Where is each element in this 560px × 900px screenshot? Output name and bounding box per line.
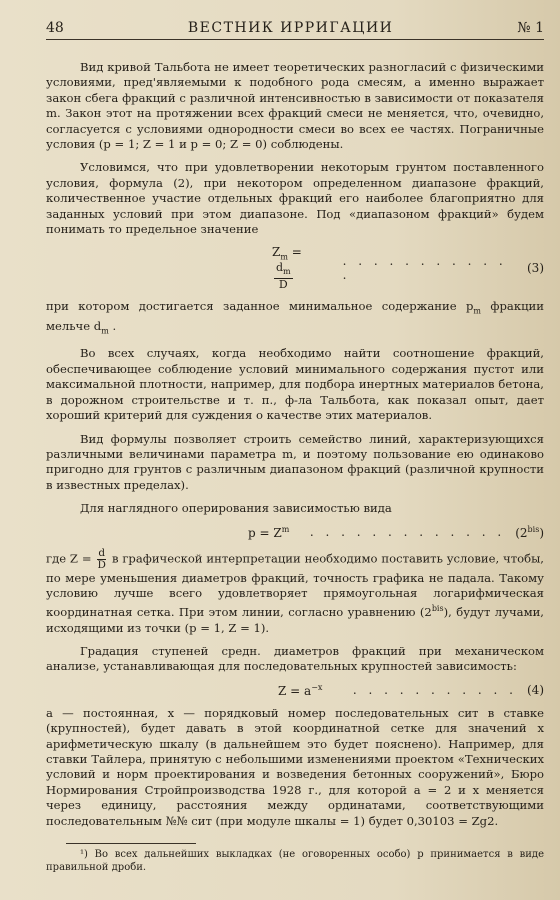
footnote-marker: ¹) — [80, 849, 88, 861]
formula-4 — [46, 683, 544, 698]
formula-3-label: (3) — [527, 261, 544, 276]
formula-2bis-expression: $p = Z^m$ — [248, 524, 290, 540]
formula-3-leader-dots: . . . . . . . . . . . . — [342, 254, 507, 283]
paragraph-gradation: Градация ступеней средн. диаметров фракций при механическом анализе, устанавливающая для последовательных крупностей зависимость: — [46, 644, 544, 674]
page-number: 48 — [46, 20, 64, 36]
paragraph-conditions: Условимся, что при удовлетворении некоторым грунтом поставленного условия, формула (2), при некотором определенном диапазоне фракций, количественное участие отдельных фракций его наиболее благоприятно для заданных условий при этом диапазоне. Под «диапазоном фракций» будем понимать то предельное значение — [46, 160, 544, 237]
formula-3-fraction: $\frac{d_m}{D}$ — [276, 260, 291, 292]
formula-2bis-label: $(2^{bis})$ — [515, 524, 544, 540]
formula-3 — [46, 245, 544, 291]
formula-4-expression: $Z = a^{-x}$ — [278, 682, 323, 698]
paragraph-formula-family: Вид формулы позволяет строить семейство линий, характеризующихся различными величинами параметра m, и поэтому пользование ею одинаково пригодно для грунтов с различным диапазоном фракций (различной крупности в известных пределах). — [46, 431, 544, 492]
formula-4-label: (4) — [527, 683, 544, 698]
journal-title: ВЕСТНИК ИРРИГАЦИИ — [187, 20, 394, 36]
paragraph-sieve-scale: a — постоянная, x — порядковый номер последовательных сит в ставке (крупностей), будет давать в этой координатной сетке для значений x арифметическую шкалу (в дальнейшем это будет пояснено). Например, для ставки Тайлера, принятую с небольшими изменениями проектом «Технических условий и норм проектирования и возведения бетонных сооружений», Бюро Нормирования Стройпроизводства 1928 г., для которой a = 2 и x меняется через единицу, расстояния между ординатами, соответствующими последовательным №№ сит (при модуле шкалы = 1) будет 0,30103 = Zg2. — [46, 705, 544, 828]
page-header — [46, 20, 544, 40]
paragraph-min-content: при котором достигается заданное минимальное содержание $p_m$ фракции мельче $d_m$ . — [46, 299, 544, 336]
formula-3-expression: $Z_m$ = $\frac{d_m}{D}$ — [272, 245, 302, 292]
formula-4-leader-dots: . . . . . . . . . . . — [352, 683, 517, 698]
paragraph-talbot-curve: Вид кривой Тальбота не имеет теоретических разногласий с физическими условиями, пред'являемыми к подобного рода смесям, а именно выражает закон сбега фракций с различной интенсивностью в зависимости от показателя m. Закон этот на протяжении всех фракций смеси не меняется, что, очевидно, согласуется с условиями однородности смеси во всех ее частях. Пограничные условия (p = 1; Z = 1 и p = 0; Z = 0) соблюдены. — [46, 60, 544, 152]
formula-2bis-leader-dots: . . . . . . . . . . . . . — [309, 525, 506, 540]
inline-fraction-d-over-D: $\frac{d}{D}$ — [97, 546, 106, 571]
paragraph-log-grid: где Z = $\frac{d}{D}$ в графической интерпретации необходимо поставить условие, чтобы, по мере уменьшения диаметров фракций, точность графика не падала. Такому условию лучше всего удовлетворяет прямоугольная логарифмическая координатная сетка. При этом линии, согласно уравнению $(2^{bis})$, будут лучами, исходящими из точки (p = 1, Z = 1). — [46, 546, 544, 635]
formula-2bis — [46, 525, 544, 540]
footnote-text: Во всех дальнейших выкладках (не оговоренных особо) p принимается в виде правильной дроби. — [46, 849, 544, 874]
paragraph-visual-operation: Для наглядного оперирования зависимостью вида — [80, 501, 392, 516]
footnote — [46, 848, 544, 874]
footnote-divider — [66, 843, 196, 844]
paragraph-all-cases: Во всех случаях, когда необходимо найти соотношение фракций, обеспечивающее соблюдение условий минимального содержания пустот или максимальной плотности, например, для подбора инертных материалов бетона, в дорожном строительстве и т. п., ф-ла Тальбота, как показал опыт, дает хороший критерий для суждения о качестве этих материалов. — [46, 346, 544, 423]
issue-number: № 1 — [517, 20, 544, 36]
